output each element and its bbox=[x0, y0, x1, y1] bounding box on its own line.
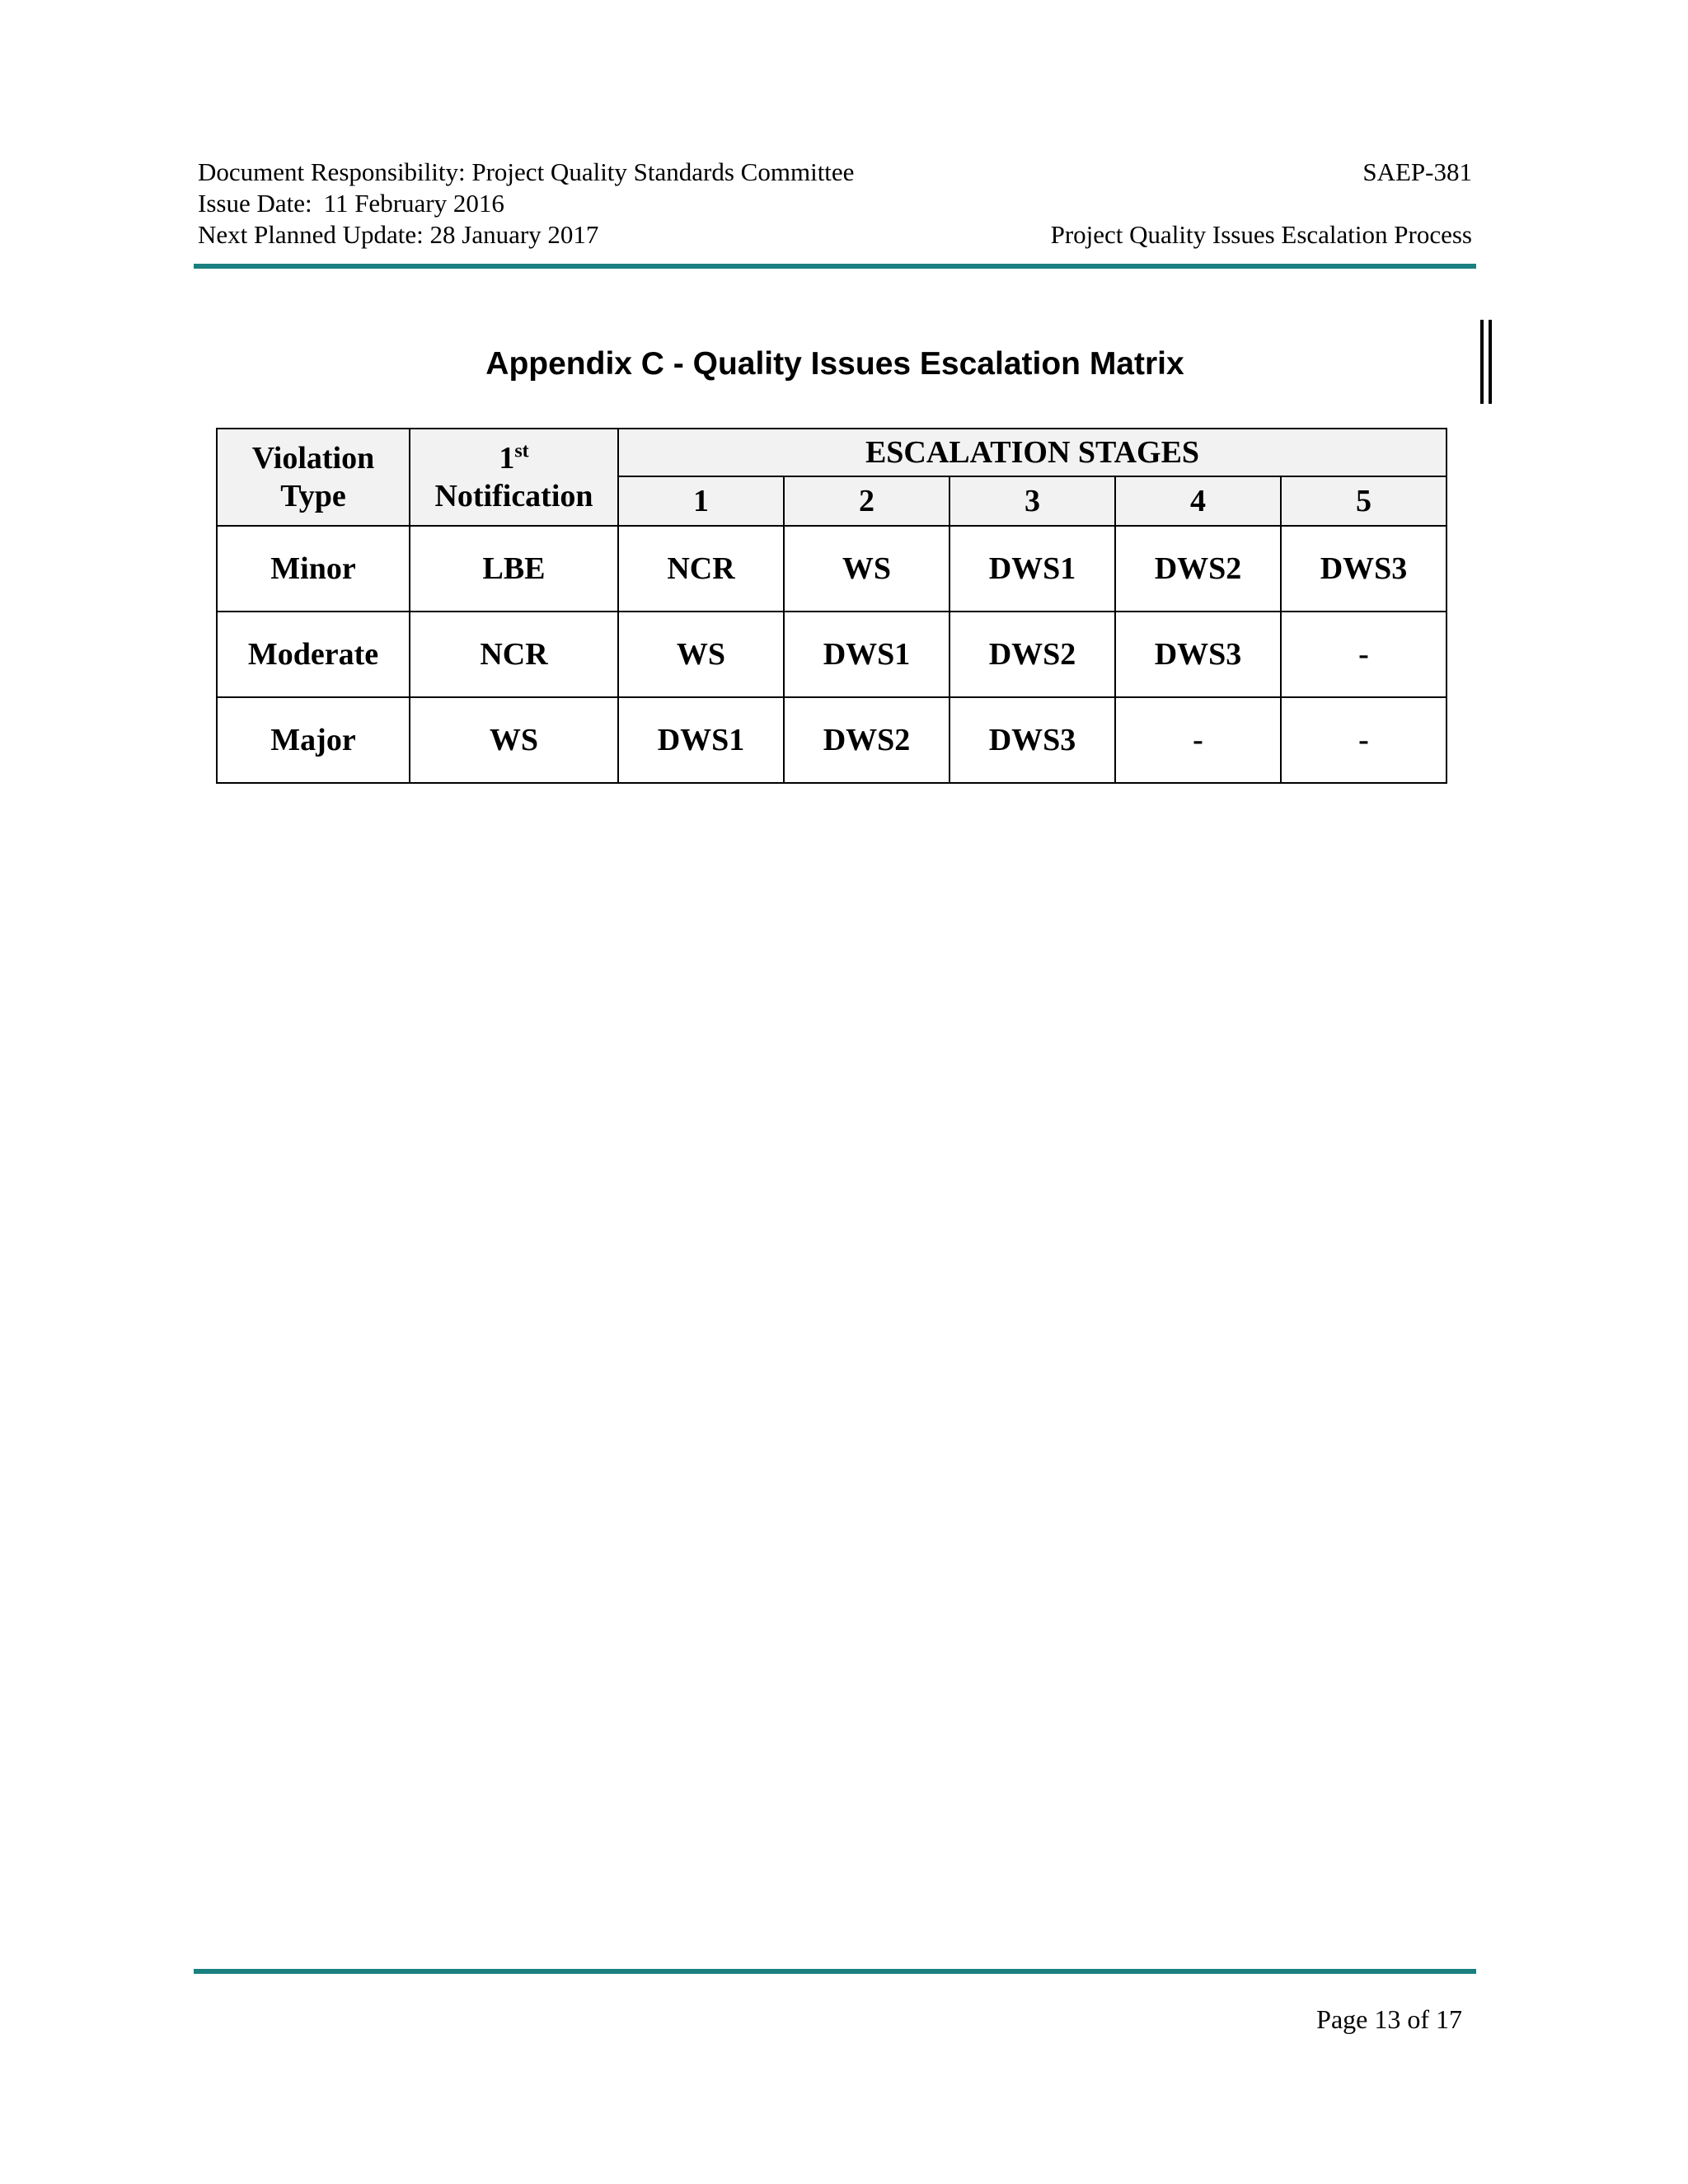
stage-number: 3 bbox=[950, 476, 1115, 526]
appendix-title: Appendix C - Quality Issues Escalation Matrix bbox=[485, 346, 1184, 382]
issue-date bbox=[198, 188, 504, 219]
notification-ordinal: 1st bbox=[499, 440, 529, 476]
table-header-row bbox=[217, 429, 1447, 476]
header-row-3 bbox=[198, 219, 1472, 251]
stage-cell: NCR bbox=[618, 526, 784, 612]
violation-type-cell: Moderate bbox=[217, 612, 410, 697]
stage-cell: - bbox=[1281, 612, 1447, 697]
stage-cell: DWS2 bbox=[950, 612, 1115, 697]
next-planned-update: Next Planned Update: 28 January 2017 bbox=[198, 220, 599, 249]
document-responsibility: Document Responsibility: Project Quality Standards Committee bbox=[198, 157, 855, 186]
notification-cell: WS bbox=[410, 697, 618, 783]
stage-cell: - bbox=[1281, 697, 1447, 783]
stage-cell: DWS1 bbox=[950, 526, 1115, 612]
stage-cell: WS bbox=[618, 612, 784, 697]
footer-rule bbox=[194, 1969, 1476, 1974]
stage-cell: DWS1 bbox=[618, 697, 784, 783]
violation-type-header: Violation Type bbox=[217, 429, 410, 526]
notification-cell: LBE bbox=[410, 526, 618, 612]
table-row bbox=[217, 526, 1447, 612]
stage-cell: DWS2 bbox=[784, 697, 950, 783]
page-number: Page 13 of 17 bbox=[1316, 2004, 1462, 2034]
change-bar bbox=[1480, 320, 1484, 404]
stage-cell: DWS3 bbox=[1115, 612, 1281, 697]
escalation-stages-header: ESCALATION STAGES bbox=[618, 429, 1447, 476]
document-number: SAEP-381 bbox=[1362, 157, 1472, 186]
stage-number: 5 bbox=[1281, 476, 1447, 526]
issue-date-label: Issue Date: bbox=[198, 189, 312, 218]
revision-change-bars bbox=[1480, 320, 1493, 404]
stage-number: 2 bbox=[784, 476, 950, 526]
violation-type-cell: Major bbox=[217, 697, 410, 783]
stage-cell: DWS3 bbox=[950, 697, 1115, 783]
escalation-matrix-table bbox=[216, 428, 1447, 784]
stage-number: 4 bbox=[1115, 476, 1281, 526]
violation-type-cell: Minor bbox=[217, 526, 410, 612]
stage-cell: WS bbox=[784, 526, 950, 612]
stage-cell: DWS2 bbox=[1115, 526, 1281, 612]
stage-number: 1 bbox=[618, 476, 784, 526]
change-bar bbox=[1489, 320, 1492, 404]
table-row bbox=[217, 697, 1447, 783]
table-row bbox=[217, 612, 1447, 697]
document-title: Project Quality Issues Escalation Process bbox=[1050, 220, 1472, 249]
page-header bbox=[198, 157, 1472, 251]
notification-label: Notification bbox=[434, 479, 593, 513]
header-row-2 bbox=[198, 188, 1472, 219]
issue-date-value: 11 February 2016 bbox=[323, 189, 504, 218]
header-row-1 bbox=[198, 157, 1472, 188]
stage-cell: DWS3 bbox=[1281, 526, 1447, 612]
first-notification-header bbox=[410, 429, 618, 526]
notification-cell: NCR bbox=[410, 612, 618, 697]
header-rule bbox=[194, 264, 1476, 269]
stage-cell: DWS1 bbox=[784, 612, 950, 697]
stage-cell: - bbox=[1115, 697, 1281, 783]
